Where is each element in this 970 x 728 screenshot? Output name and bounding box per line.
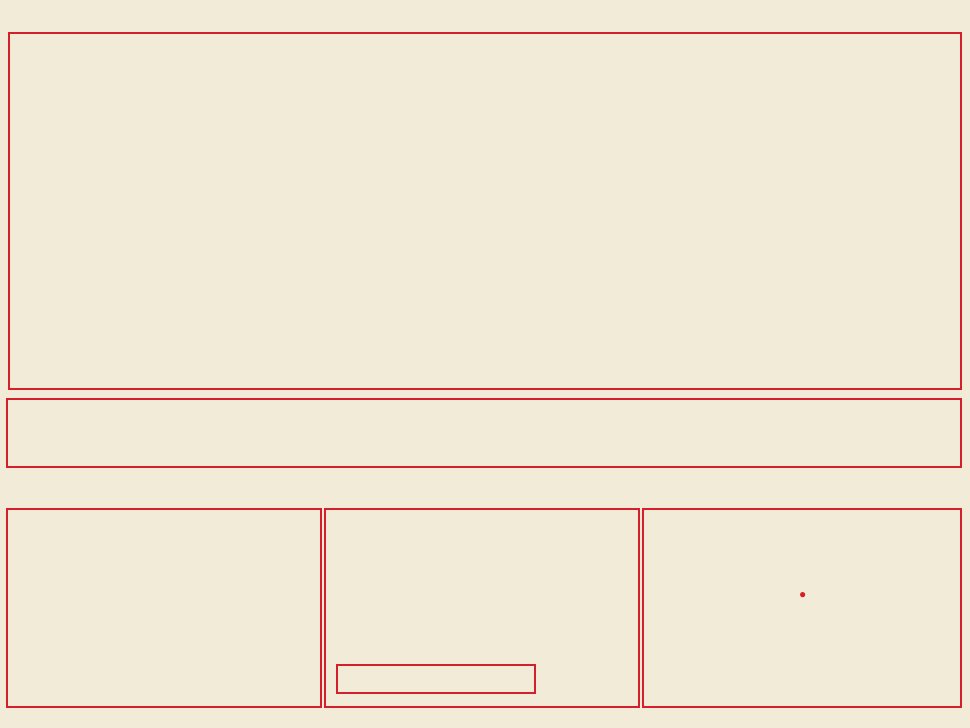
sponsors-box xyxy=(6,398,962,468)
entries-table xyxy=(8,32,962,390)
ad-m-avard xyxy=(642,508,962,708)
bullet-icon: ● xyxy=(799,587,807,601)
ad-maison-herve xyxy=(6,508,322,708)
ad-maison-gourbeault xyxy=(324,508,640,708)
sponsors-line xyxy=(8,428,960,455)
